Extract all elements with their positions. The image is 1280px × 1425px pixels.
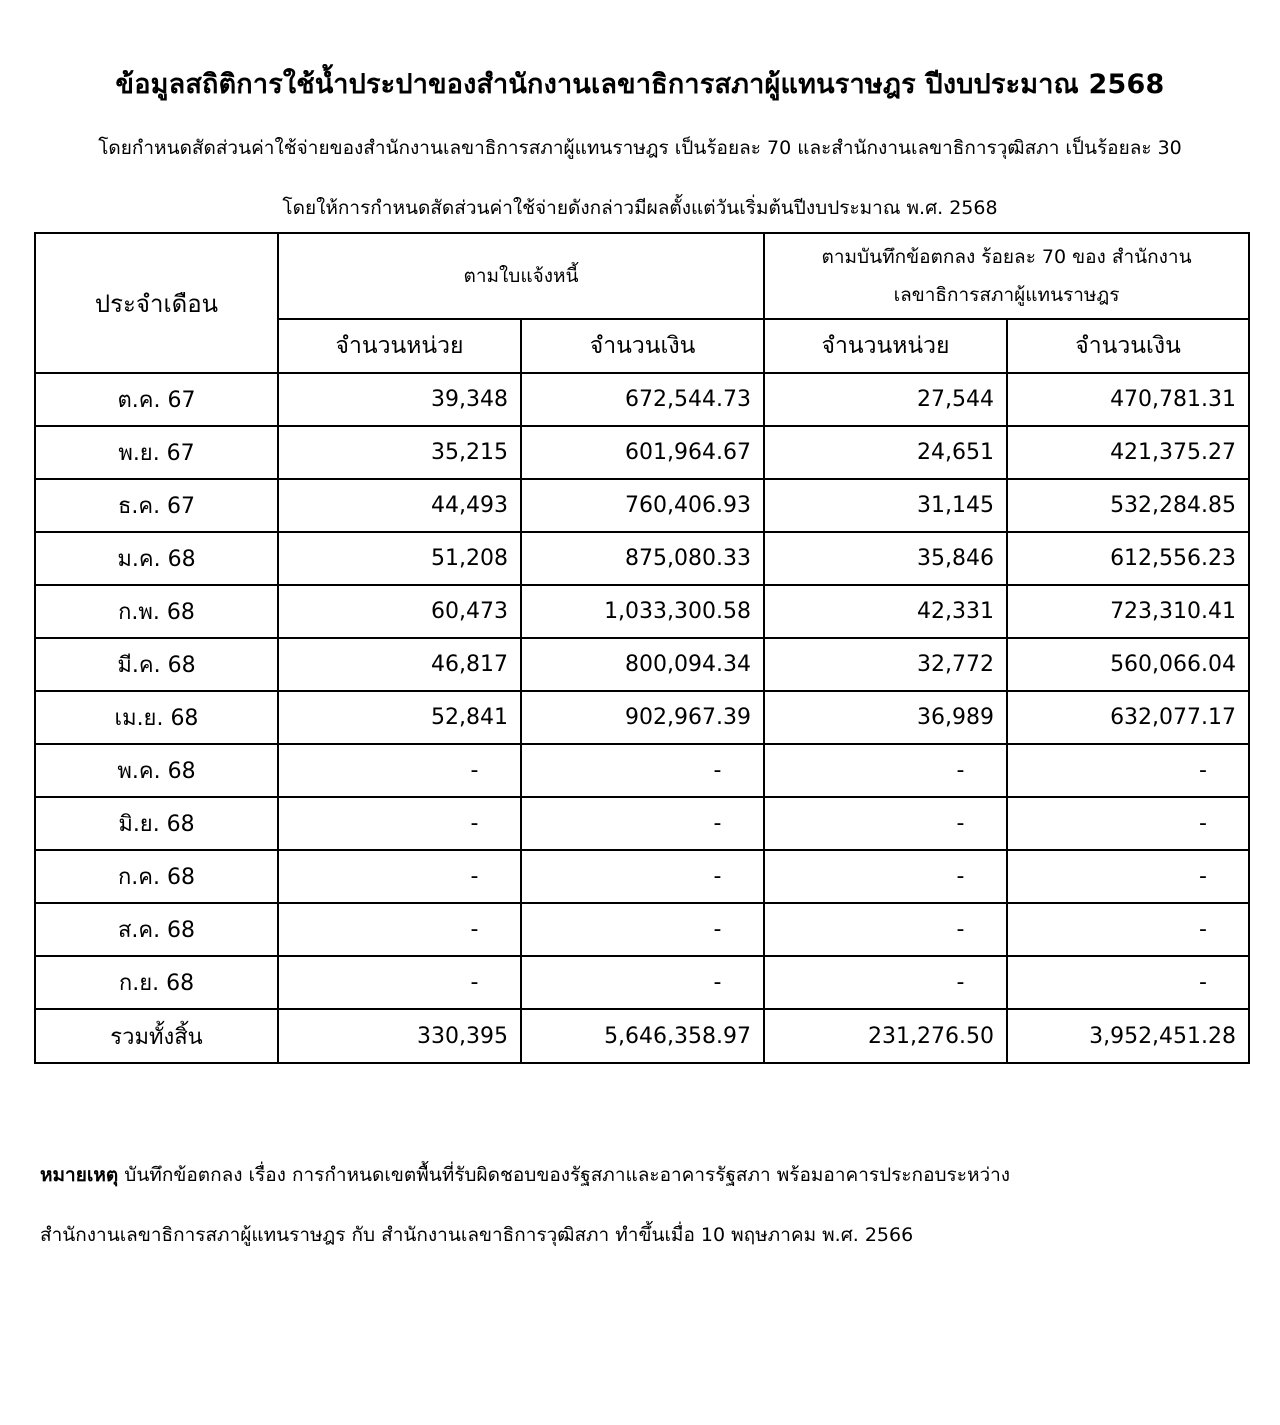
- total-amount: 5,646,358.97: [521, 1009, 764, 1063]
- month-cell: ส.ค. 68: [35, 903, 278, 956]
- amount70-cell: 560,066.04: [1007, 638, 1249, 691]
- amount70-cell: [1007, 956, 1249, 1009]
- amount-cell: 601,964.67: [521, 426, 764, 479]
- month-cell: มี.ค. 68: [35, 638, 278, 691]
- dash-value: -: [470, 970, 479, 995]
- month-cell: ธ.ค. 67: [35, 479, 278, 532]
- table-row: [35, 638, 1249, 691]
- table-row: [35, 479, 1249, 532]
- total-amount70: 3,952,451.28: [1007, 1009, 1249, 1063]
- units70-cell: 36,989: [764, 691, 1007, 744]
- dash-value: -: [956, 970, 965, 995]
- total-units70: 231,276.50: [764, 1009, 1007, 1063]
- units70-cell: [764, 956, 1007, 1009]
- units-cell: [278, 797, 521, 850]
- amount-cell: [521, 850, 764, 903]
- units70-cell: 35,846: [764, 532, 1007, 585]
- amount-cell: 875,080.33: [521, 532, 764, 585]
- amount70-cell: [1007, 797, 1249, 850]
- table-row: [35, 532, 1249, 585]
- units-cell: [278, 956, 521, 1009]
- dash-value: -: [956, 917, 965, 942]
- table-row: [35, 691, 1249, 744]
- note-line-2: สำนักงานเลขาธิการสภาผู้แทนราษฎร กับ สำนักงานเลขาธิการวุฒิสภา ทำขึ้นเมื่อ 10 พฤษภาคม พ.ศ. 2566: [40, 1224, 914, 1246]
- dash-value: -: [956, 758, 965, 783]
- units-cell: 35,215: [278, 426, 521, 479]
- units-cell: [278, 744, 521, 797]
- units-cell: [278, 903, 521, 956]
- amount70-cell: 532,284.85: [1007, 479, 1249, 532]
- month-cell: มิ.ย. 68: [35, 797, 278, 850]
- table-row: [35, 903, 1249, 956]
- amount70-cell: [1007, 744, 1249, 797]
- units70-cell: 31,145: [764, 479, 1007, 532]
- invoice-group-header: ตามใบแจ้งหนี้: [278, 233, 764, 319]
- agreement-header-line1: ตามบันทึกข้อตกลง ร้อยละ 70 ของ สำนักงาน: [821, 246, 1192, 268]
- dash-value: -: [713, 970, 722, 995]
- amount-cell: 800,094.34: [521, 638, 764, 691]
- month-cell: ก.ค. 68: [35, 850, 278, 903]
- units-cell: 39,348: [278, 373, 521, 426]
- units70-cell: 42,331: [764, 585, 1007, 638]
- table-row: [35, 850, 1249, 903]
- amount-cell: 1,033,300.58: [521, 585, 764, 638]
- dash-value: -: [956, 811, 965, 836]
- units70-cell: [764, 850, 1007, 903]
- amount70-cell: [1007, 850, 1249, 903]
- units70-cell: 32,772: [764, 638, 1007, 691]
- month-header: ประจำเดือน: [35, 233, 278, 373]
- dash-value: -: [1199, 758, 1207, 783]
- amount70-header: จำนวนเงิน: [1007, 319, 1249, 373]
- amount-cell: [521, 744, 764, 797]
- dash-value: -: [470, 811, 479, 836]
- document-title: ข้อมูลสถิติการใช้น้ำประปาของสำนักงานเลขาธิการสภาผู้แทนราษฎร ปีงบประมาณ 2568: [115, 69, 1165, 100]
- units70-cell: [764, 744, 1007, 797]
- amount70-cell: 421,375.27: [1007, 426, 1249, 479]
- amount70-cell: [1007, 903, 1249, 956]
- units-cell: [278, 850, 521, 903]
- total-label: รวมทั้งสิ้น: [35, 1009, 278, 1063]
- month-cell: ต.ค. 67: [35, 373, 278, 426]
- amount70-cell: 470,781.31: [1007, 373, 1249, 426]
- amount-cell: 672,544.73: [521, 373, 764, 426]
- subtitle-ratio: โดยกำหนดสัดส่วนค่าใช้จ่ายของสำนักงานเลขาธิการสภาผู้แทนราษฎร เป็นร้อยละ 70 และสำนักงานเลขาธิการวุฒิสภา เป็นร้อยละ 30: [98, 137, 1182, 159]
- units70-cell: [764, 903, 1007, 956]
- dash-value: -: [713, 917, 722, 942]
- units-cell: 46,817: [278, 638, 521, 691]
- agreement-group-header: [764, 233, 1249, 319]
- units70-cell: 24,651: [764, 426, 1007, 479]
- agreement-header-line2: เลขาธิการสภาผู้แทนราษฎร: [893, 284, 1120, 306]
- units-cell: 60,473: [278, 585, 521, 638]
- table-row: [35, 426, 1249, 479]
- dash-value: -: [713, 758, 722, 783]
- dash-value: -: [470, 864, 479, 889]
- units70-header: จำนวนหน่วย: [764, 319, 1007, 373]
- amount-cell: [521, 903, 764, 956]
- water-usage-table: [34, 232, 1250, 1064]
- dash-value: -: [1199, 970, 1207, 995]
- total-units: 330,395: [278, 1009, 521, 1063]
- dash-value: -: [470, 758, 479, 783]
- dash-value: -: [713, 864, 722, 889]
- table-row: [35, 744, 1249, 797]
- amount-cell: [521, 956, 764, 1009]
- units-cell: 52,841: [278, 691, 521, 744]
- amount-cell: [521, 797, 764, 850]
- table-row: [35, 585, 1249, 638]
- subtitle-effective: โดยให้การกำหนดสัดส่วนค่าใช้จ่ายดังกล่าวมีผลตั้งแต่วันเริ่มต้นปีงบประมาณ พ.ศ. 2568: [282, 197, 998, 219]
- units70-cell: 27,544: [764, 373, 1007, 426]
- amount70-cell: 723,310.41: [1007, 585, 1249, 638]
- month-cell: ก.ย. 68: [35, 956, 278, 1009]
- table-body: [35, 373, 1249, 1009]
- units-header: จำนวนหน่วย: [278, 319, 521, 373]
- amount-cell: 760,406.93: [521, 479, 764, 532]
- dash-value: -: [713, 811, 722, 836]
- dash-value: -: [1199, 864, 1207, 889]
- month-cell: พ.ย. 67: [35, 426, 278, 479]
- units70-cell: [764, 797, 1007, 850]
- note-line-1: [40, 1160, 1010, 1190]
- total-row: [35, 1009, 1249, 1063]
- month-cell: ก.พ. 68: [35, 585, 278, 638]
- note-text-1: บันทึกข้อตกลง เรื่อง การกำหนดเขตพื้นที่รับผิดชอบของรัฐสภาและอาคารรัฐสภา พร้อมอาคารประกอบระหว่าง: [118, 1164, 1011, 1186]
- dash-value: -: [470, 917, 479, 942]
- note-label: หมายเหตุ: [40, 1164, 119, 1186]
- dash-value: -: [1199, 811, 1207, 836]
- table-row: [35, 956, 1249, 1009]
- units-cell: 44,493: [278, 479, 521, 532]
- amount-header: จำนวนเงิน: [521, 319, 764, 373]
- table-row: [35, 797, 1249, 850]
- amount70-cell: 612,556.23: [1007, 532, 1249, 585]
- units-cell: 51,208: [278, 532, 521, 585]
- table-row: [35, 373, 1249, 426]
- amount-cell: 902,967.39: [521, 691, 764, 744]
- month-cell: ม.ค. 68: [35, 532, 278, 585]
- dash-value: -: [956, 864, 965, 889]
- dash-value: -: [1199, 917, 1207, 942]
- month-cell: พ.ค. 68: [35, 744, 278, 797]
- month-cell: เม.ย. 68: [35, 691, 278, 744]
- amount70-cell: 632,077.17: [1007, 691, 1249, 744]
